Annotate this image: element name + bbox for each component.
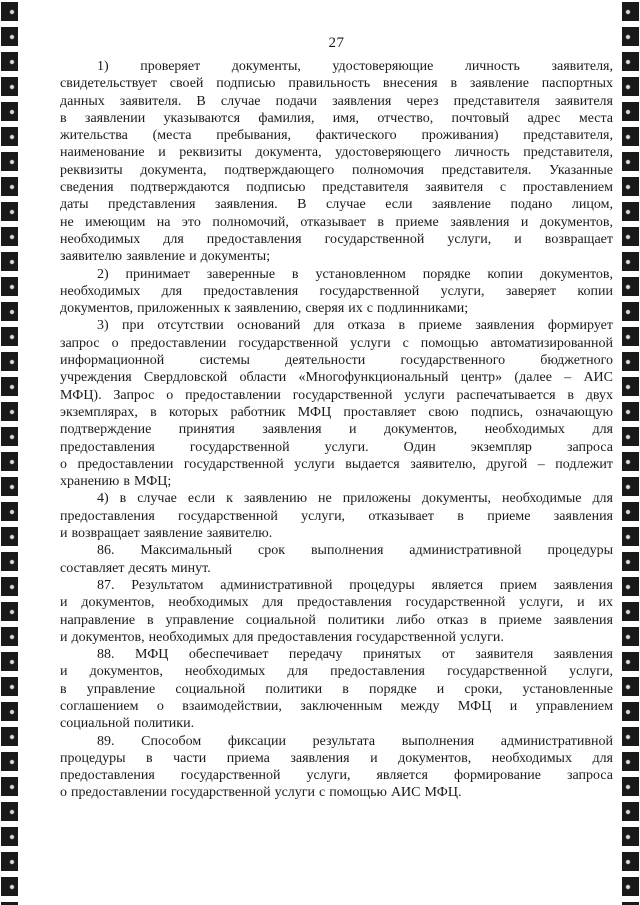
- page-number: 27: [328, 35, 345, 51]
- text-line: наименование и реквизиты документа, удостоверяющего личность представителя,: [60, 145, 613, 161]
- text-line: информационной системы деятельности государственного бюджетного: [60, 353, 613, 369]
- text-line: необходимых для предоставления государственной услуги, и возвращает: [60, 231, 613, 247]
- text-line: 3) при отсутствии оснований для отказа в приеме заявления формирует: [97, 318, 613, 334]
- text-line: 1) проверяет документы, удостоверяющие личность заявителя,: [97, 59, 613, 74]
- text-line: в заявлении указываются фамилия, имя, отчество, почтовый адрес места: [60, 110, 613, 126]
- text-line: подтверждение принятия заявления и документов, необходимых для: [60, 422, 613, 438]
- text-line: запрос о предоставлении государственной услуги с помощью автоматизированной: [60, 335, 613, 351]
- text-line: предоставления государственной услуги, является формирование запроса: [60, 768, 613, 784]
- text-line: учреждения Свердловской области «Многофункциональный центр» (далее – АИС: [60, 370, 613, 386]
- text-line: экземплярах, в которых работник МФЦ проставляет свою подпись, означающую: [60, 404, 613, 420]
- text-line: хранению в МФЦ;: [60, 474, 172, 490]
- text-line: необходимых для предоставления государственной услуги, заверяет копии: [60, 283, 613, 299]
- text-line: даты представления заявления. В случае если заявление подано лицом,: [60, 197, 613, 213]
- text-line: в управление социальной политики в порядке и сроки, установленные: [60, 681, 613, 697]
- text-line: 87. Результатом административной процедуры является прием заявления: [97, 577, 613, 593]
- text-line: 89. Способом фиксации результата выполнения административной: [97, 733, 613, 749]
- text-line: жительства (места пребывания, фактического проживания) представителя,: [60, 128, 613, 144]
- binding-marks-right: [622, 2, 639, 905]
- text-line: заявителю заявление и документы;: [60, 249, 271, 265]
- paragraph: [60, 317, 613, 490]
- paragraph: [60, 733, 613, 802]
- text-line: 4) в случае если к заявлению не приложены документы, необходимые для: [97, 491, 613, 507]
- paragraph: [60, 542, 613, 577]
- text-line: предоставления государственной услуги, отказывает в приеме заявления: [60, 508, 613, 524]
- text-line: направление в управление социальной политики либо отказ в приеме заявления: [60, 612, 613, 628]
- text-line: реквизиты документа, подтверждающего полномочия представителя. Указанные: [60, 162, 613, 178]
- text-line: социальной политики.: [60, 716, 195, 732]
- text-line: процедуры в части приема заявления и документов, необходимых для: [60, 750, 613, 766]
- paragraph: [60, 266, 613, 318]
- text-line: 86. Максимальный срок выполнения административной процедуры: [97, 543, 613, 559]
- text-line: соглашением о взаимодействии, заключенным между МФЦ и управлением: [60, 698, 613, 714]
- text-line: и документов, необходимых для предоставления государственной услуги.: [60, 629, 504, 645]
- document-text: [60, 58, 613, 802]
- text-line: МФЦ). Запрос о предоставлении государственной услуги распечатывается в двух: [60, 387, 613, 403]
- text-line: составляет десять минут.: [60, 560, 211, 576]
- text-line: сведения подтверждаются подписью представителя заявителя с проставлением: [60, 180, 613, 196]
- paragraph: [60, 58, 613, 266]
- paragraph: [60, 646, 613, 732]
- text-line: 2) принимает заверенные в установленном порядке копии документов,: [97, 266, 613, 282]
- paragraph: [60, 490, 613, 542]
- text-line: и документов, необходимых для предоставления государственной услуги,: [60, 664, 613, 680]
- text-line: не имеющим на это полномочий, отказывает в приеме заявления и документов,: [60, 214, 613, 230]
- text-line: о предоставлении государственной услуги выдается заявителю, другой – подлежит: [60, 456, 613, 472]
- text-line: 88. МФЦ обеспечивает передачу принятых от заявителя заявления: [97, 647, 613, 663]
- binding-marks-left: [1, 2, 18, 905]
- text-line: и возвращает заявление заявителю.: [60, 526, 273, 542]
- text-line: о предоставлении государственной услуги с помощью АИС МФЦ.: [60, 785, 462, 801]
- text-line: предоставления государственной услуги. Один экземпляр запроса: [60, 439, 613, 455]
- text-line: документов, приложенных к заявлению, сверяя их с подлинниками;: [60, 301, 469, 317]
- text-line: данных заявителя. В случае подачи заявления через представителя заявителя: [60, 93, 613, 109]
- page-content: [60, 35, 613, 802]
- text-line: свидетельствует своей подписью правильность внесения в заявление паспортных: [60, 76, 613, 92]
- text-line: и документов, необходимых для предоставления государственной услуги, и их: [60, 595, 613, 611]
- paragraph: [60, 577, 613, 646]
